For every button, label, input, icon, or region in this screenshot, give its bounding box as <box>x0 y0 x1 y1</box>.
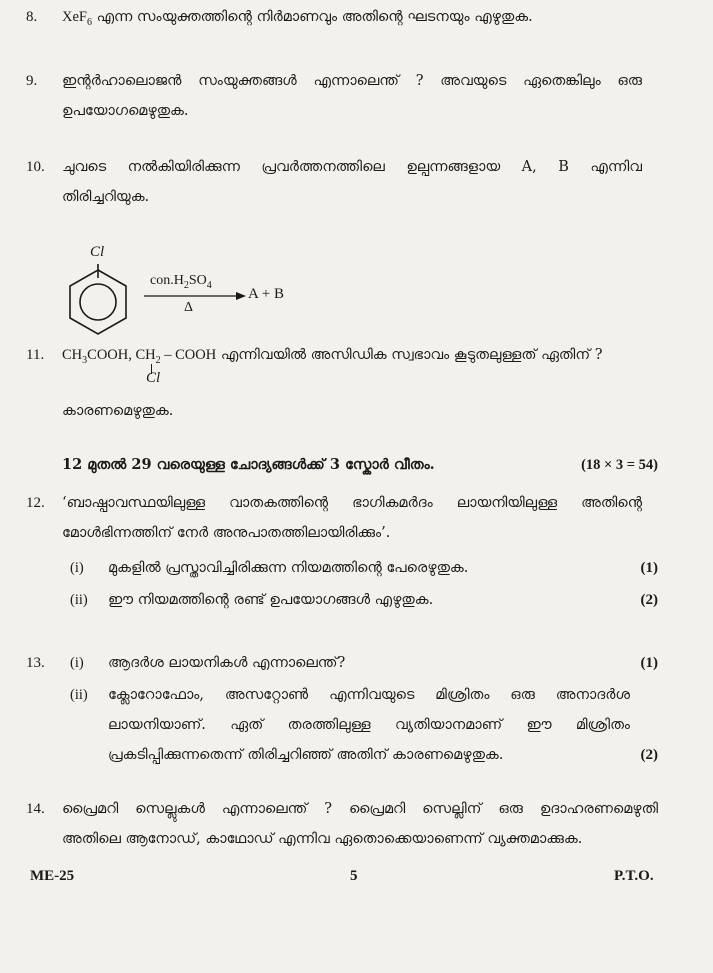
section-header <box>62 450 658 480</box>
branch-label: Cl <box>146 370 161 386</box>
question-11 <box>26 340 666 430</box>
question-12 <box>26 488 666 548</box>
marks: (1) <box>640 655 658 671</box>
question-text: ‘ബാഷ്പാവസ്ഥയിലുള്ള വാതകത്തിന്റെ ഭാഗികമർദം ലായനിയിലുള്ള അതിന്റെ മോൾഭിന്നത്തിന് നേർ അനുപാതത്തിലായിരിക്കും’. <box>62 495 642 541</box>
question-text-line2: കാരണമെഴുതുക. <box>62 403 174 419</box>
reaction-scheme <box>60 240 360 340</box>
page-number: 5 <box>350 868 358 884</box>
section-text: 12 മുതൽ 29 വരെയുള്ള ചോദ്യങ്ങൾക്ക് 3 സ്കോർ വീതം. <box>62 456 435 473</box>
question-number: 11. <box>26 347 45 363</box>
pto-label: P.T.O. <box>614 868 654 884</box>
question-12-part-i: (i) മുകളിൽ പ്രസ്താവിച്ചിരിക്കുന്ന നിയമത്തിന്റെ പേരെഴുതുക. (1) <box>70 554 658 582</box>
question-text: ഇന്റർഹാലൊജൻ സംയുക്തങ്ങൾ എന്നാലെന്ത് ? അവയുടെ ഏതെങ്കിലും ഒരു ഉപയോഗമെഴുതുക. <box>62 73 642 119</box>
question-number: 12. <box>26 495 45 511</box>
question-text: XeF$_6$ എന്ന സംയുക്തത്തിന്റെ നിർമാണവും അതിന്റെ ഘടനയും എഴുതുക. <box>62 9 533 28</box>
marks: (2) <box>640 747 658 763</box>
question-9 <box>26 66 666 126</box>
question-13: 13. (i) ആദർശ ലായനികൾ എന്നാലെന്ത്? (1) <box>26 648 658 678</box>
question-number: 8. <box>26 9 38 25</box>
question-number: 10. <box>26 159 45 175</box>
paper-code: ME-25 <box>30 868 75 884</box>
products-label: A + B <box>248 286 284 302</box>
question-text: പ്രൈമറി സെല്ലുകൾ എന്നാലെന്ത് ? പ്രൈമറി സെല്ലിന് ഒരു ഉദാഹരണമെഴുതി അതിലെ ആനോഡ്, കാഥോഡ് എന്നിവ ഏതൊക്കെയാണെന്ന് വ്യക്തമാക്കുക. <box>62 801 658 847</box>
question-text: $CH_3COOH$, $CH_2$ – COOH എന്നിവയിൽ അസിഡിക സ്വഭാവം കൂടുതലുള്ളത് ഏതിന് ? <box>62 347 603 366</box>
question-12-part-ii: (ii) ഈ നിയമത്തിന്റെ രണ്ട് ഉപയോഗങ്ങൾ എഴുതുക. (2) <box>70 586 658 614</box>
question-8 <box>26 2 666 32</box>
substituent-label: Cl <box>90 244 105 260</box>
question-10 <box>26 152 666 212</box>
question-13-part-ii: (ii) ക്ലോറോഫോം, അസറ്റോൺ എന്നിവയുടെ മിശ്രിതം ഒരു അനാദർശ ലായനിയാണ്. ഏത് തരത്തിലുള്ള വ്യതിയാനമാണ് ഈ മിശ്രിതം പ്രകടിപ്പിക്കുന്നതെന്ന് തിരിച്ചറിഞ്ഞ് അതിന് കാരണമെഴുതുക. (2) <box>70 680 658 770</box>
question-text: ക്ലോറോഫോം, അസറ്റോൺ എന്നിവയുടെ മിശ്രിതം ഒരു അനാദർശ ലായനിയാണ്. ഏത് തരത്തിലുള്ള വ്യതിയാനമാണ് ഈ മിശ്രിതം പ്രകടിപ്പിക്കുന്നതെന്ന് തിരിച്ചറിഞ്ഞ് അതിന് കാരണമെഴുതുക. <box>108 687 630 763</box>
condition-label: Δ <box>184 300 194 315</box>
question-number: 9. <box>26 73 38 89</box>
marks: (2) <box>640 592 658 608</box>
question-text: ചുവടെ നൽകിയിരിക്കുന്ന പ്രവർത്തനത്തിലെ ഉല്പന്നങ്ങളായ A, B എന്നിവ തിരിച്ചറിയുക. <box>62 159 643 205</box>
question-number: 13. <box>26 655 45 671</box>
reagent-label: $con.H_2SO_4$ <box>150 273 212 291</box>
question-14 <box>26 794 666 854</box>
section-marks: (18 × 3 = 54) <box>581 457 658 473</box>
marks: (1) <box>640 560 658 576</box>
question-number: 14. <box>26 801 45 817</box>
